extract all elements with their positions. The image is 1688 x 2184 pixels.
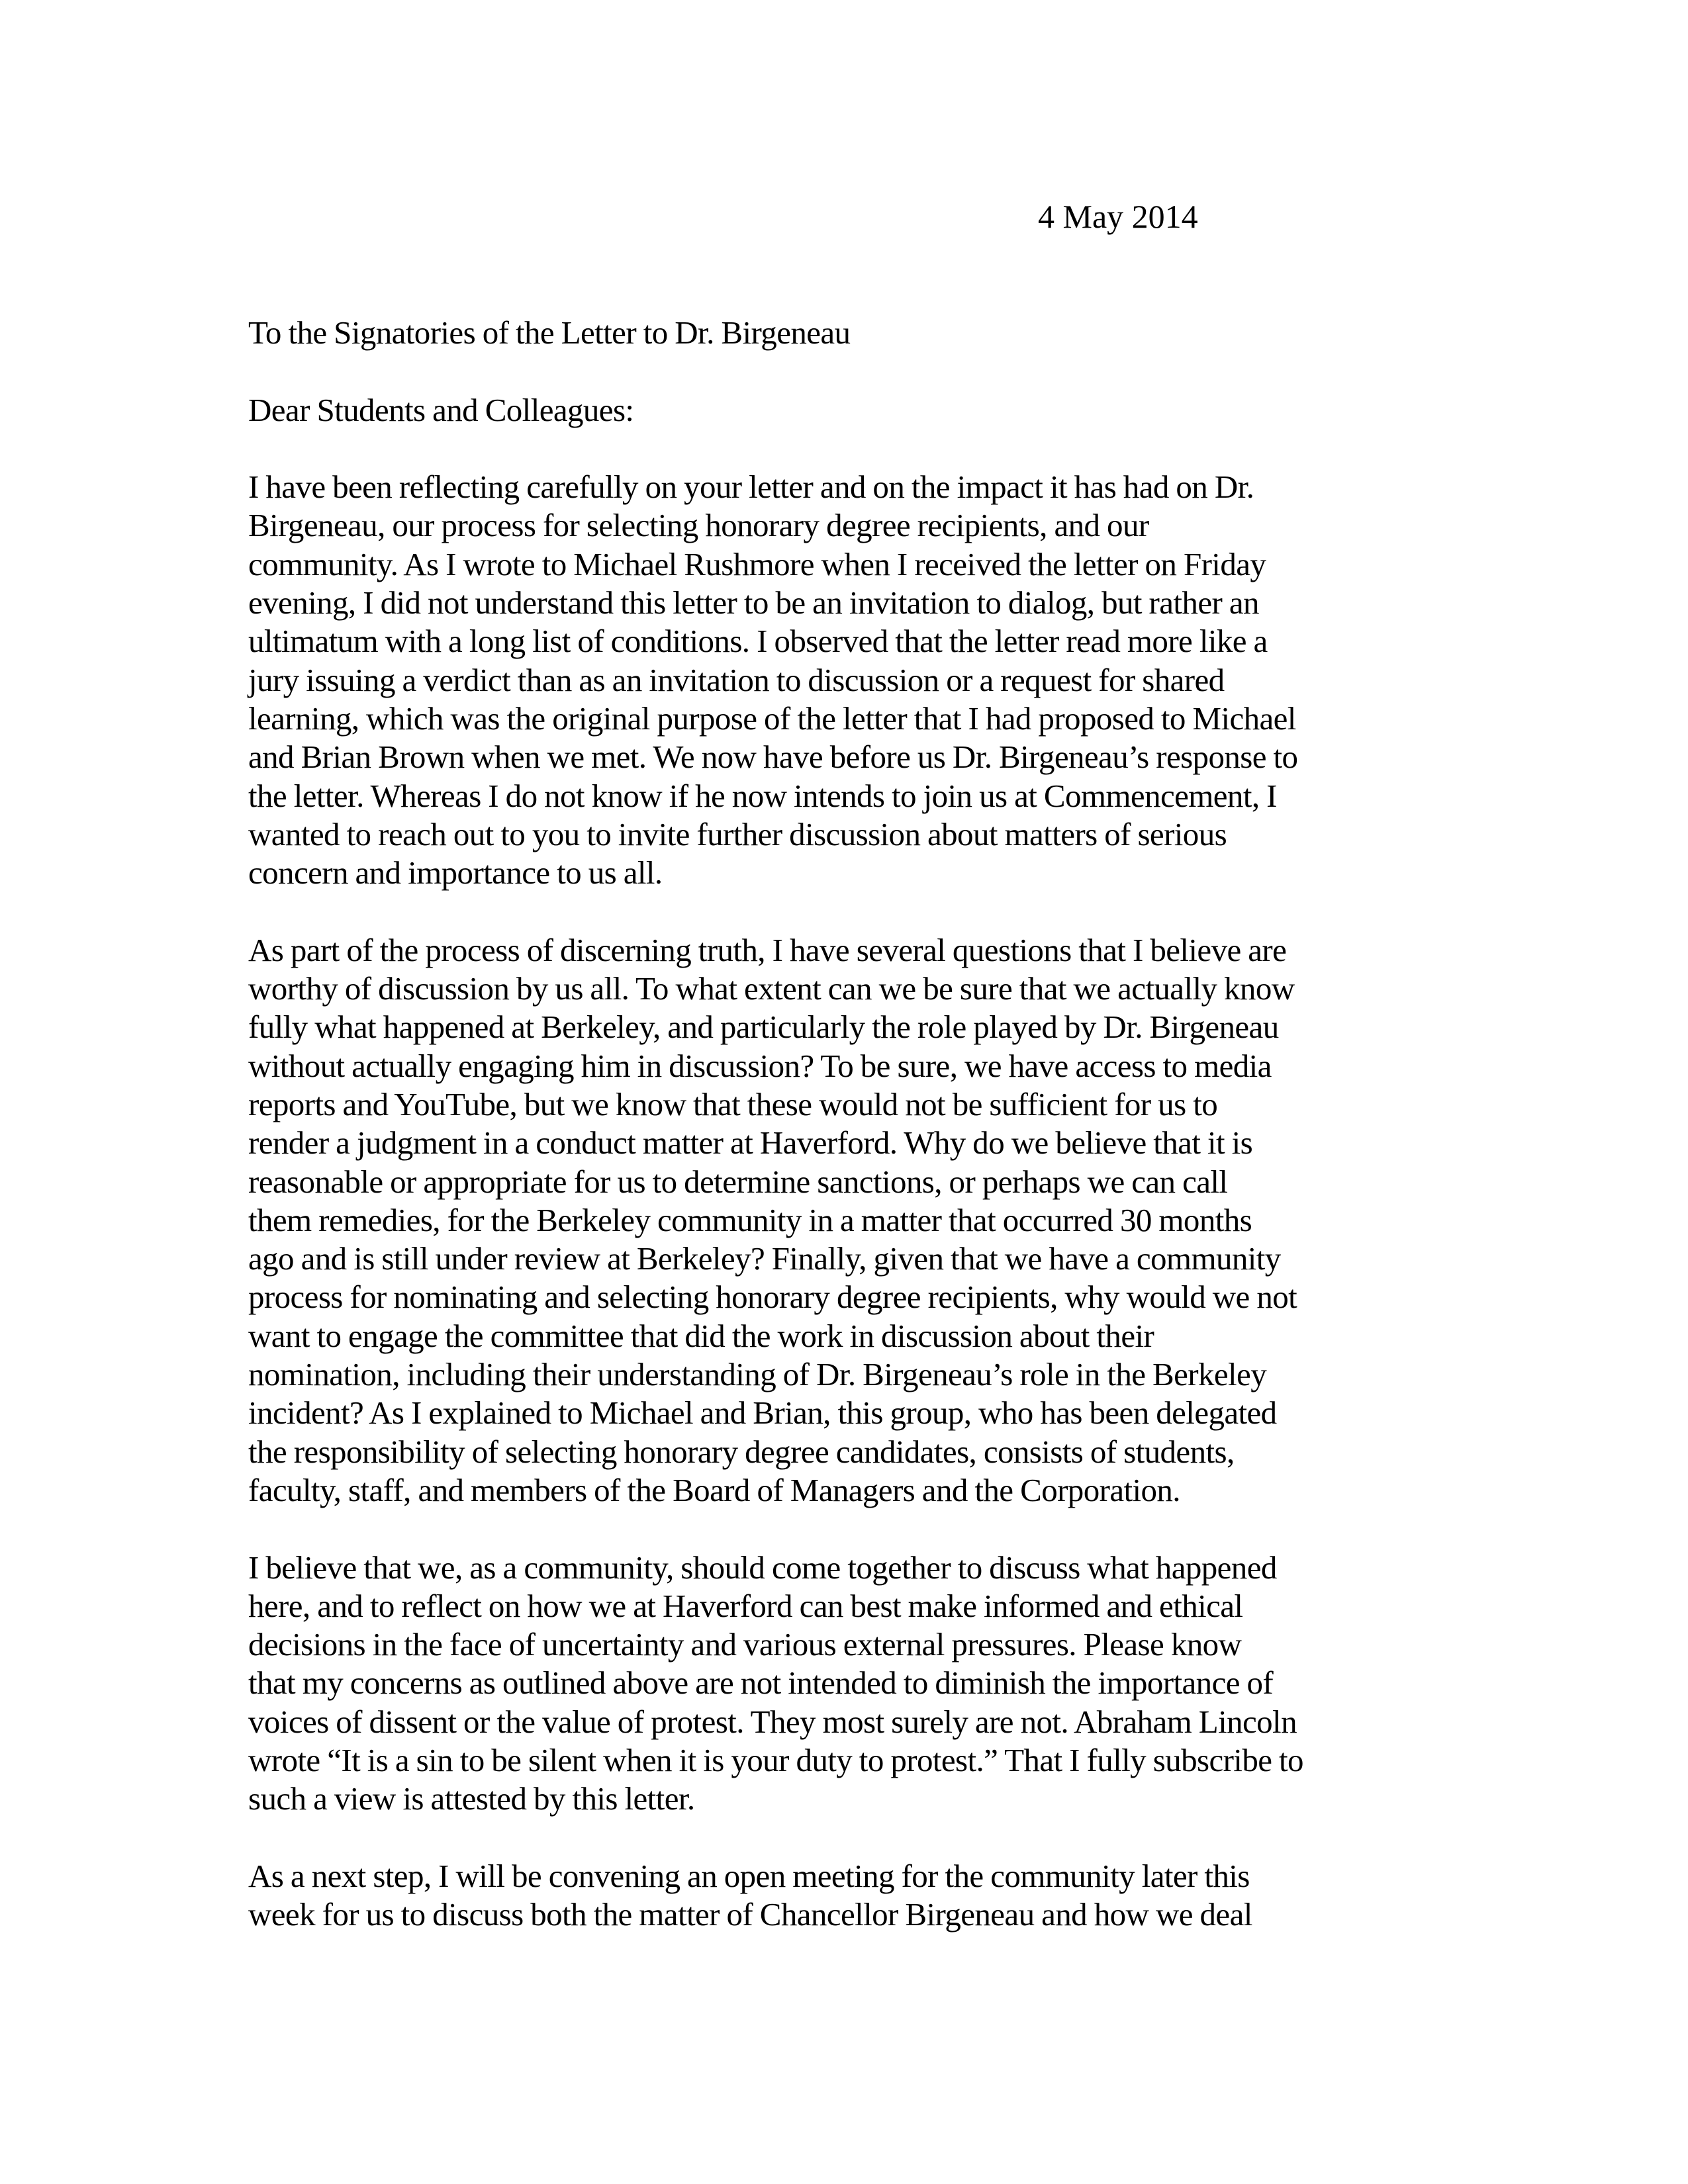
text-line: here, and to reflect on how we at Haverford can best make informed and ethical — [248, 1587, 1243, 1624]
text-line: incident? As I explained to Michael and Brian, this group, who has been delegated — [248, 1394, 1277, 1432]
text-line: want to engage the committee that did the work in discussion about their — [248, 1317, 1154, 1354]
text-line: render a judgment in a conduct matter at Haverford. Why do we believe that it is — [248, 1124, 1253, 1161]
spacer — [248, 352, 1440, 390]
text-line: faculty, staff, and members of the Board of Managers and the Corporation. — [248, 1471, 1180, 1508]
spacer — [248, 892, 1440, 931]
text-line: such a view is attested by this letter. — [248, 1780, 695, 1817]
spacer — [248, 430, 1440, 468]
text-line: community. As I wrote to Michael Rushmore when I received the letter on Friday — [248, 545, 1266, 582]
spacer — [248, 1510, 1440, 1548]
text-line: reports and YouTube, but we know that these would not be sufficient for us to — [248, 1085, 1218, 1122]
text-line: ago and is still under review at Berkeley? Finally, given that we have a community — [248, 1240, 1281, 1277]
text-line: the responsibility of selecting honorary degree candidates, consists of students, — [248, 1433, 1235, 1470]
salutation: Dear Students and Colleagues: — [248, 391, 634, 428]
text-line: I believe that we, as a community, should come together to discuss what happened — [248, 1549, 1277, 1586]
paragraph-2 — [248, 931, 1440, 1510]
spacer — [248, 1819, 1440, 1857]
text-line: process for nominating and selecting honorary degree recipients, why would we not — [248, 1279, 1297, 1316]
text-line: As a next step, I will be convening an open meeting for the community later this — [248, 1857, 1250, 1894]
text-line: reasonable or appropriate for us to determine sanctions, or perhaps we can call — [248, 1163, 1228, 1200]
text-line: decisions in the face of uncertainty and various external pressures. Please know — [248, 1626, 1242, 1663]
addressee-line: To the Signatories of the Letter to Dr. Birgeneau — [248, 314, 851, 351]
text-line: wanted to reach out to you to invite further discussion about matters of serious — [248, 815, 1227, 852]
text-line: and Brian Brown when we met. We now have before us Dr. Birgeneau’s response to — [248, 739, 1298, 776]
text-line: As part of the process of discerning truth, I have several questions that I believe are — [248, 931, 1287, 968]
text-line: wrote “It is a sin to be silent when it is your duty to protest.” That I fully subscribe to — [248, 1741, 1303, 1778]
letter-body — [248, 314, 1440, 1934]
paragraph-4 — [248, 1857, 1440, 1934]
text-line: jury issuing a verdict than as an invitation to discussion or a request for shared — [248, 661, 1225, 698]
text-line: fully what happened at Berkeley, and particularly the role played by Dr. Birgeneau — [248, 1009, 1279, 1046]
text-line: Birgeneau, our process for selecting honorary degree recipients, and our — [248, 507, 1149, 544]
paragraph-1 — [248, 468, 1440, 892]
text-line: worthy of discussion by us all. To what extent can we be sure that we actually know — [248, 970, 1295, 1007]
text-line: the letter. Whereas I do not know if he now intends to join us at Commencement, I — [248, 777, 1277, 814]
paragraph-3 — [248, 1549, 1440, 1819]
text-line: learning, which was the original purpose of the letter that I had proposed to Michael — [248, 700, 1296, 737]
text-line: ultimatum with a long list of conditions. I observed that the letter read more like a — [248, 623, 1268, 660]
text-line: evening, I did not understand this letter to be an invitation to dialog, but rather an — [248, 584, 1259, 621]
text-line: them remedies, for the Berkeley community in a matter that occurred 30 months — [248, 1201, 1252, 1238]
letter-date: 4 May 2014 — [1038, 198, 1198, 235]
text-line: that my concerns as outlined above are not intended to diminish the importance of — [248, 1664, 1274, 1702]
text-line: I have been reflecting carefully on your letter and on the impact it has had on Dr. — [248, 469, 1254, 506]
text-line: without actually engaging him in discussion? To be sure, we have access to media — [248, 1047, 1272, 1084]
text-line: voices of dissent or the value of protest. They most surely are not. Abraham Lincoln — [248, 1703, 1297, 1740]
text-line: concern and importance to us all. — [248, 854, 663, 891]
text-line: nomination, including their understanding of Dr. Birgeneau’s role in the Berkeley — [248, 1356, 1267, 1393]
text-line: week for us to discuss both the matter of Chancellor Birgeneau and how we deal — [248, 1896, 1252, 1933]
